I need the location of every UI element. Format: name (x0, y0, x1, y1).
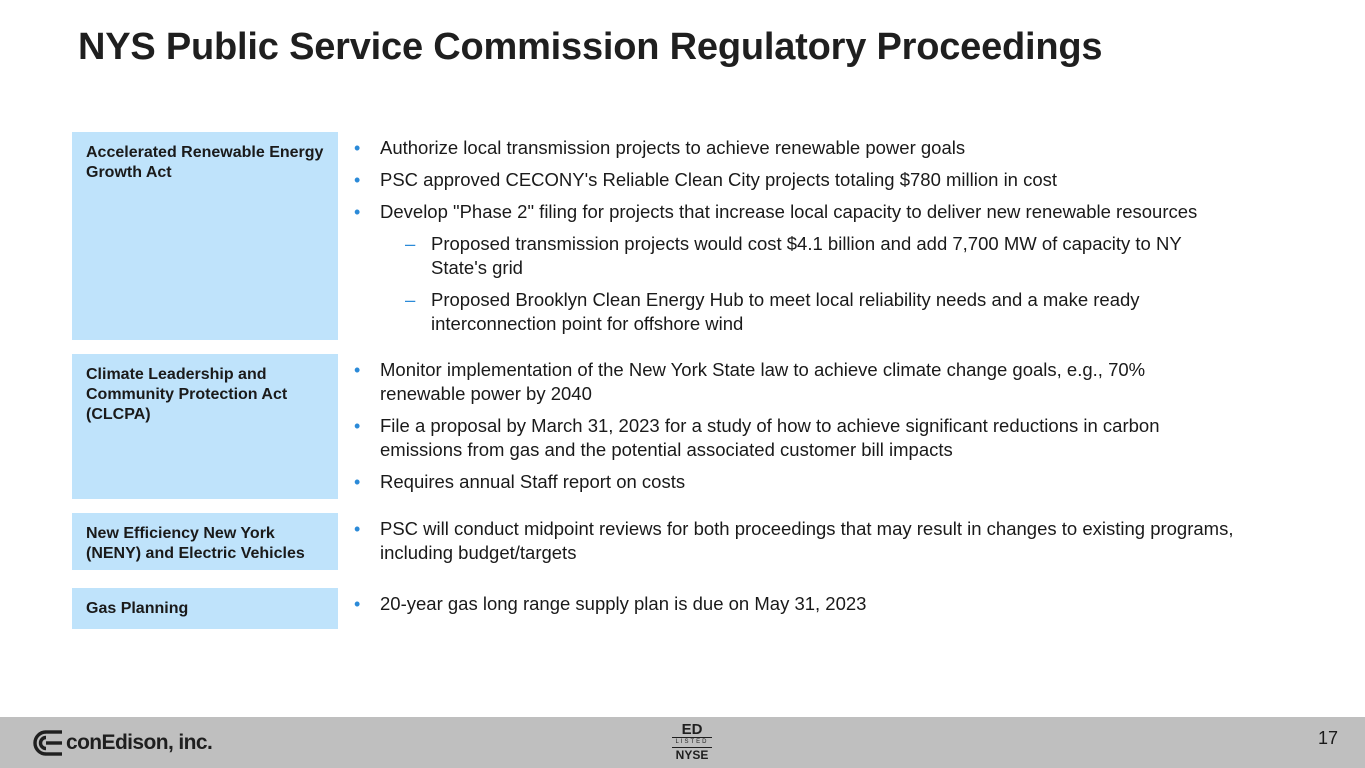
section-content (354, 592, 1284, 624)
sub-bullet-item: – Proposed Brooklyn Clean Energy Hub to meet local reliability needs and a make ready interconnection point for offshore wind (405, 289, 1140, 334)
section-label: Accelerated Renewable Energy Growth Act (72, 132, 338, 340)
bullet-dot-icon: • (354, 416, 361, 436)
exchange-label: NYSE (675, 748, 709, 762)
bullet-dot-icon: • (354, 170, 361, 190)
logo-text: conEdison, inc. (66, 731, 213, 754)
bullet-item: • Authorize local transmission projects to achieve renewable power goals (354, 137, 966, 158)
bullet-dot-icon: • (354, 202, 361, 222)
bullet-dot-icon: • (354, 360, 361, 380)
sub-bullet-item: – Proposed transmission projects would cost $4.1 billion and add 7,700 MW of capacity to NY State's grid (405, 233, 1182, 278)
bullet-item: • PSC approved CECONY's Reliable Clean City projects totaling $780 million in cost (354, 169, 1058, 190)
section-neny (72, 513, 1312, 570)
page-title: NYS Public Service Commission Regulatory Proceedings (78, 26, 1103, 68)
section-content (354, 517, 1234, 573)
section-label: Climate Leadership and Community Protection Act (CLCPA) (72, 354, 338, 499)
ticker-symbol: ED (681, 721, 703, 738)
section-content (354, 136, 1284, 344)
section-accelerated-renewable (72, 132, 1312, 340)
page-number: 17 (1317, 728, 1338, 748)
bullet-dot-icon: • (354, 519, 361, 539)
footer-bar (0, 717, 1365, 768)
conedison-logo (30, 729, 212, 757)
section-label: Gas Planning (72, 588, 338, 629)
dash-icon: – (405, 233, 416, 254)
bullet-item: • Develop "Phase 2" filing for projects that increase local capacity to deliver new renewable resources (354, 201, 1198, 222)
bullet-item: • PSC will conduct midpoint reviews for both proceedings that may result in changes to existing programs, including budget/targets (354, 518, 1234, 563)
bullet-item: • Requires annual Staff report on costs (354, 471, 686, 492)
bullet-item: • 20-year gas long range supply plan is due on May 31, 2023 (354, 593, 867, 614)
section-gas-planning (72, 588, 1312, 629)
conedison-mark-icon (30, 729, 64, 757)
section-content (354, 358, 1234, 502)
bullet-item: • Monitor implementation of the New York State law to achieve climate change goals, e.g., 70% renewable power by 2040 (354, 359, 1146, 404)
dash-icon: – (405, 289, 416, 310)
bullet-dot-icon: • (354, 472, 361, 492)
bullet-item: • File a proposal by March 31, 2023 for a study of how to achieve significant reductions in carbon emissions from gas and the potential associated customer bill impacts (354, 415, 1160, 460)
section-label: New Efficiency New York (NENY) and Electric Vehicles (72, 513, 338, 570)
listed-label: LISTED (672, 737, 712, 748)
bullet-dot-icon: • (354, 138, 361, 158)
section-clcpa (72, 354, 1312, 499)
bullet-dot-icon: • (354, 594, 361, 614)
nyse-listed-badge (672, 722, 712, 762)
